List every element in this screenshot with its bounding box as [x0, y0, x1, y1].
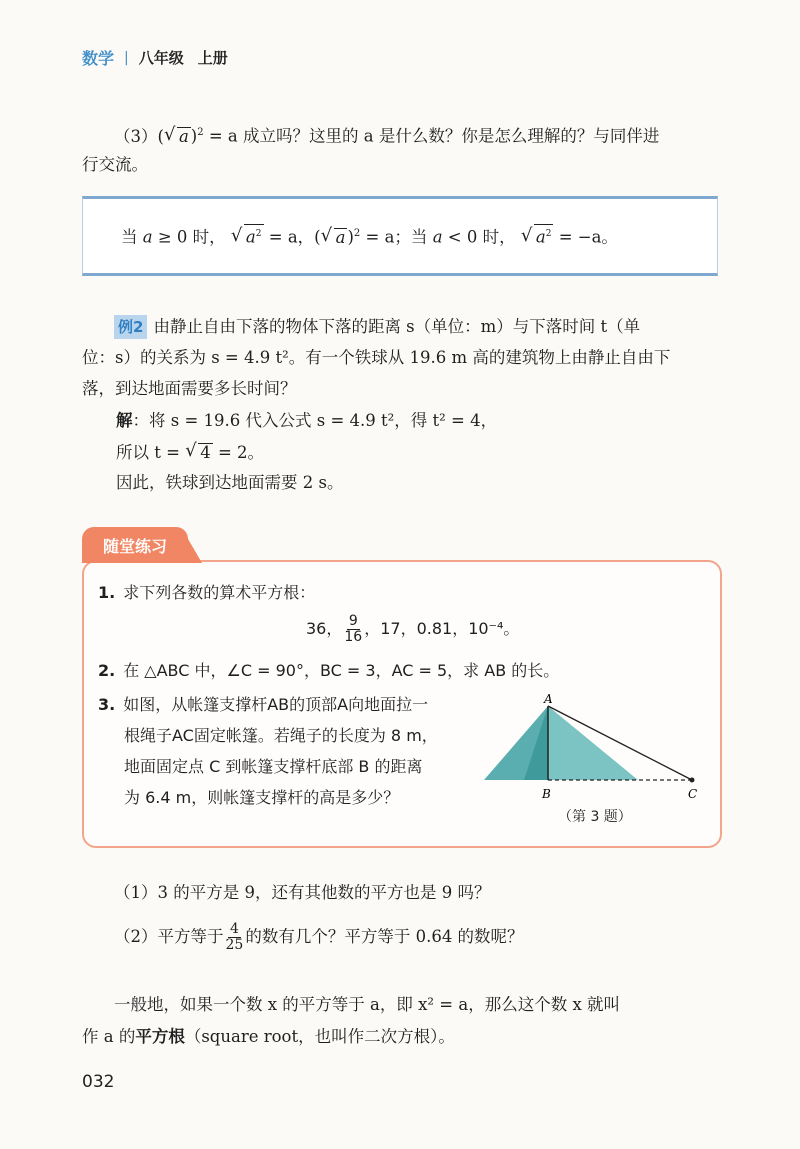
figure-caption: （第 3 题） [558, 809, 632, 825]
label-c: C [688, 787, 698, 801]
header-separator: | [124, 49, 129, 66]
practice-q3-line-1: 3. 如图，从帐篷支撑杆AB的顶部A向地面拉一 [98, 695, 429, 714]
sqrt-a: √ a [166, 122, 191, 152]
definition-line-1: 一般地，如果一个数 x 的平方等于 a，即 x² = a，那么这个数 x 就叫 [114, 995, 620, 1014]
example-2-tag: 例2 [114, 315, 147, 339]
practice-q2: 2. 在 △ABC 中，∠C = 90°，BC = 3，AC = 5，求 AB 的长。 [98, 661, 560, 680]
solution-line-3: 因此，铁球到达地面需要 2 s。 [116, 473, 344, 492]
definition-term: 平方根 [135, 1027, 185, 1046]
practice-q3-line-4: 为 6.4 m，则帐篷支撑杆的高是多少？ [124, 788, 400, 807]
page-header [82, 46, 228, 69]
tent-diagram [478, 694, 708, 804]
think-q2: （2）平方等于 $\frac{4}{25}$ 的数有几个？平方等于 0.64 的数呢？ [114, 921, 524, 953]
practice-q3-line-2: 根绳子AC固定帐篷。若绳子的长度为 8 m， [124, 726, 438, 745]
conclusion-text: 当 a ≥ 0 时， √ $a^2 = a$，(√ a )$^2$ = a；当 a < 0 时， √ $a^2 = -a$。 [121, 219, 618, 253]
point-c [690, 778, 695, 783]
header-grade: 八年级 [138, 49, 184, 67]
header-subject: 数学 [82, 49, 115, 68]
header-volume: 上册 [197, 49, 228, 67]
conclusion-box [82, 196, 718, 276]
definition-line-2: 作 a 的平方根（square root，也叫作二次方根）。 [82, 1027, 455, 1046]
practice-q1: 1. 求下列各数的算术平方根： [98, 583, 316, 602]
example-2-line-2: 位：s）的关系为 s = 4.9 t²。有一个铁球从 19.6 m 高的建筑物上由静止自由下 [82, 348, 671, 367]
question-3-line-2: 行交流。 [82, 155, 148, 174]
label-a: A [544, 694, 553, 706]
solution-line-1: 解：将 s = 19.6 代入公式 s = 4.9 t²，得 t² = 4， [116, 411, 498, 430]
practice-q3-line-3: 地面固定点 C 到帐篷支撑杆底部 B 的距离 [124, 757, 423, 776]
practice-tab: 随堂练习 [82, 527, 188, 563]
tent-right-panel [548, 706, 638, 780]
page-number: 032 [82, 1072, 115, 1092]
solution-line-2: 所以 t = √ 4 = 2。 [116, 438, 756, 468]
solution-label: 解 [116, 411, 133, 430]
practice-q1-list: 36， $\frac{9}{16}$ ，17，0.81，10⁻⁴。 [306, 613, 520, 645]
question-3-line-1: （3）(√ a )$^2$ = a 成立吗？这里的 a 是什么数？你是怎么理解的？与同伴进 [82, 118, 722, 152]
think-q1: （1）3 的平方是 9，还有其他数的平方也是 9 吗？ [114, 883, 491, 902]
label-b: B [542, 787, 551, 801]
tent-figure [478, 694, 708, 804]
example-2-line-1: 例2 由静止自由下落的物体下落的距离 s（单位：m）与下落时间 t（单 [82, 312, 722, 342]
example-2-line-3: 落，到达地面需要多长时间？ [82, 379, 297, 398]
